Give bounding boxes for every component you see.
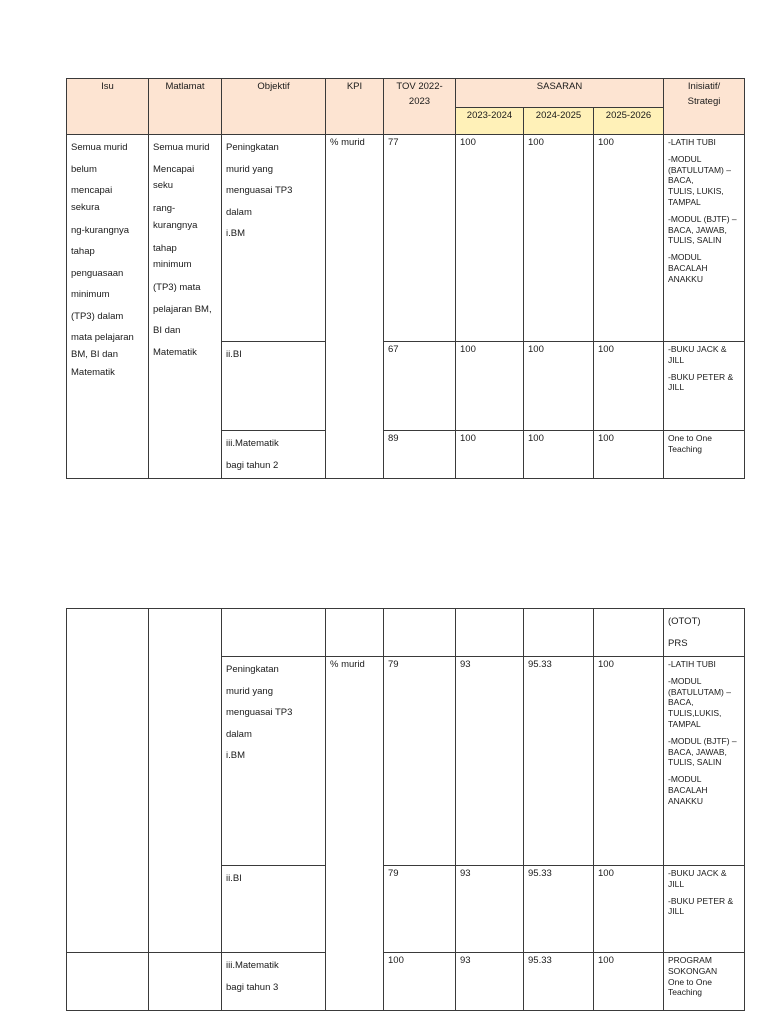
strategy-line: SOKONGAN	[668, 965, 718, 976]
objektif-line: iii.Matematik	[226, 960, 279, 971]
objektif-line: i.BM	[226, 750, 245, 761]
strategy-item	[668, 955, 740, 998]
strategy-line: (BATULUTAM) –	[668, 686, 731, 697]
target-cell	[456, 431, 524, 479]
strategy-line: -MODUL (BJTF) –	[668, 213, 737, 224]
matlamat-line: Semua murid	[153, 142, 210, 153]
isu-cell	[67, 953, 149, 1011]
objektif-line: menguasai TP3	[226, 185, 293, 196]
objektif-cell	[222, 953, 326, 1011]
strategy-line: PROGRAM	[668, 955, 712, 965]
tov-cell	[384, 866, 456, 953]
strategy-line: BACA,	[668, 175, 694, 186]
target-cell	[594, 342, 664, 431]
objektif-line: Peningkatan	[226, 664, 279, 675]
strategy-line: JILL	[668, 878, 685, 889]
isu-line: (TP3) dalam	[71, 310, 124, 322]
strategy-line: -LATIH TUBI	[668, 659, 716, 669]
target-value: 100	[460, 433, 476, 444]
strategy-line: JILL	[668, 906, 685, 917]
strategy-line: BACALAH	[668, 784, 708, 795]
target-cell	[524, 342, 594, 431]
target-value: 100	[528, 433, 544, 444]
isu-line: belum	[71, 163, 97, 175]
target-cell	[594, 953, 664, 1011]
target-value: 100	[528, 344, 544, 355]
matlamat-line: BI dan	[153, 325, 181, 336]
isu-line: sekura	[71, 201, 100, 213]
objektif-line: iii.Matematik	[226, 438, 279, 449]
objektif-line: bagi tahun 2	[226, 459, 279, 471]
tov-cell	[384, 609, 456, 657]
strategy-item	[668, 676, 740, 730]
tov-cell	[384, 431, 456, 479]
plan-table-1	[66, 78, 745, 479]
strategy-line: (BATULUTAM) –	[668, 164, 731, 175]
target-cell	[456, 609, 524, 657]
objektif-line: menguasai TP3	[226, 707, 293, 718]
matlamat-cell	[149, 609, 222, 953]
isu-line: mata pelajaran	[71, 332, 134, 343]
matlamat-line: Mencapai	[153, 163, 195, 175]
tov-cell	[384, 657, 456, 866]
strategy-line: -MODUL	[668, 675, 702, 686]
header-year-2023-2024: 2023-2024	[456, 108, 524, 135]
target-cell	[524, 657, 594, 866]
target-value: 93	[460, 659, 471, 670]
objektif-line: dalam	[226, 206, 252, 218]
target-cell	[594, 657, 664, 866]
target-cell	[456, 135, 524, 342]
target-value: 100	[528, 137, 544, 148]
matlamat-line: Matematik	[153, 346, 197, 358]
matlamat-line: (TP3) mata	[153, 282, 201, 293]
inisiatif-cell	[664, 135, 745, 342]
strategy-line: TULIS, SALIN	[668, 757, 722, 768]
strategy-line: BACA,	[668, 697, 694, 708]
tov-cell	[384, 135, 456, 342]
strategy-line: Teaching	[668, 443, 703, 454]
strategy-line: -MODUL (BJTF) –	[668, 735, 737, 746]
target-cell	[456, 866, 524, 953]
target-cell	[524, 609, 594, 657]
matlamat-line: pelajaran BM,	[153, 303, 212, 315]
objektif-line: murid yang	[226, 685, 273, 697]
isu-line: Semua murid	[71, 142, 128, 153]
matlamat-line: tahap	[153, 242, 177, 254]
objektif-line: bagi tahun 3	[226, 981, 279, 993]
strategy-item	[668, 137, 740, 148]
header-matlamat: Matlamat	[149, 79, 222, 135]
header-inisiatif: Inisiatif/ Strategi	[664, 79, 745, 135]
target-value: 93	[460, 955, 471, 966]
strategy-line: -MODUL	[668, 153, 702, 164]
strategy-line: -BUKU JACK &	[668, 868, 727, 878]
isu-line: mencapai	[71, 185, 113, 196]
target-value: 100	[460, 137, 476, 148]
target-value: 100	[598, 433, 614, 444]
matlamat-line: kurangnya	[153, 219, 198, 231]
target-cell	[524, 135, 594, 342]
strategy-line: BACA, JAWAB,	[668, 224, 727, 235]
target-value: 100	[598, 137, 614, 148]
strategy-line: Teaching	[668, 987, 703, 998]
strategy-item	[668, 896, 740, 918]
target-value: 100	[598, 659, 614, 670]
target-value: 95.33	[528, 868, 552, 879]
kpi-cell	[326, 657, 384, 1011]
header-tov: TOV 2022- 2023	[384, 79, 456, 135]
isu-cell	[67, 609, 149, 953]
strategy-line: -BUKU PETER &	[668, 895, 734, 906]
strategy-item	[668, 252, 740, 284]
strategy-line: -BUKU PETER &	[668, 371, 734, 382]
matlamat-cell	[149, 135, 222, 479]
table-row	[67, 609, 745, 657]
strategy-line: JILL	[668, 382, 685, 393]
objektif-line: ii.BI	[226, 349, 242, 360]
strategy-line: ANAKKU	[668, 273, 703, 284]
tov-cell	[384, 953, 456, 1011]
strategy-line: -MODUL	[668, 252, 702, 263]
strategy-item	[668, 433, 740, 455]
target-value: 95.33	[528, 955, 552, 966]
target-cell	[594, 431, 664, 479]
matlamat-line: rang-	[153, 203, 176, 214]
strategy-line: PRS	[668, 637, 688, 649]
target-cell	[456, 657, 524, 866]
matlamat-cell	[149, 953, 222, 1011]
strategy-item	[668, 659, 740, 670]
kpi-cell	[326, 609, 384, 657]
tov-value: 79	[388, 868, 399, 879]
kpi-cell	[326, 135, 384, 479]
strategy-line: BACALAH	[668, 262, 708, 273]
target-cell	[524, 431, 594, 479]
objektif-line: i.BM	[226, 228, 245, 239]
kpi-value: % murid	[330, 137, 365, 148]
target-value: 100	[598, 868, 614, 879]
plan-table-2	[66, 608, 745, 1011]
table-row	[67, 953, 745, 1011]
target-cell	[456, 953, 524, 1011]
strategy-item	[668, 214, 740, 246]
tov-value: 89	[388, 433, 399, 444]
target-cell	[524, 866, 594, 953]
objektif-cell	[222, 866, 326, 953]
isu-line: minimum	[71, 289, 110, 300]
target-value: 95.33	[528, 659, 552, 670]
header-year-2024-2025: 2024-2025	[524, 108, 594, 135]
strategy-line: TULIS, LUKIS,	[668, 186, 724, 197]
kpi-value: % murid	[330, 659, 365, 670]
target-value: 100	[460, 344, 476, 355]
strategy-item	[668, 736, 740, 768]
tov-value: 79	[388, 659, 399, 670]
objektif-cell	[222, 609, 326, 657]
target-cell	[594, 609, 664, 657]
objektif-line: dalam	[226, 728, 252, 740]
strategy-line: TULIS, SALIN	[668, 235, 722, 246]
target-value: 93	[460, 868, 471, 879]
strategy-line: One to One	[668, 433, 712, 443]
strategy-line: -LATIH TUBI	[668, 137, 716, 147]
tov-cell	[384, 342, 456, 431]
objektif-cell	[222, 135, 326, 342]
target-value: 100	[598, 344, 614, 355]
strategy-line: ANAKKU	[668, 795, 703, 806]
isu-line: ng-kurangnya	[71, 224, 130, 236]
inisiatif-cell	[664, 342, 745, 431]
tov-value: 77	[388, 137, 399, 148]
matlamat-line: minimum	[153, 259, 192, 270]
strategy-line: -BUKU JACK &	[668, 344, 727, 354]
header-kpi: KPI	[326, 79, 384, 135]
header-objektif: Objektif	[222, 79, 326, 135]
matlamat-line: seku	[153, 180, 174, 191]
isu-cell	[67, 135, 149, 479]
target-cell	[594, 866, 664, 953]
strategy-item	[668, 774, 740, 806]
inisiatif-cell	[664, 866, 745, 953]
strategy-item	[668, 868, 740, 890]
inisiatif-cell	[664, 609, 745, 657]
header-sasaran: SASARAN	[456, 79, 664, 108]
objektif-cell	[222, 657, 326, 866]
target-value: 100	[598, 955, 614, 966]
inisiatif-cell	[664, 953, 745, 1011]
table-row	[67, 135, 745, 342]
strategy-item	[668, 344, 740, 366]
objektif-line: murid yang	[226, 163, 273, 175]
objektif-line: ii.BI	[226, 873, 242, 884]
objektif-cell	[222, 431, 326, 479]
target-cell	[594, 135, 664, 342]
objektif-line: Peningkatan	[226, 142, 279, 153]
strategy-line: BACA, JAWAB,	[668, 746, 727, 757]
isu-line: tahap	[71, 246, 95, 257]
target-cell	[524, 953, 594, 1011]
isu-line: Matematik	[71, 366, 115, 378]
tov-value: 67	[388, 344, 399, 355]
strategy-item	[668, 154, 740, 208]
inisiatif-cell	[664, 657, 745, 866]
objektif-cell	[222, 342, 326, 431]
header-year-2025-2026: 2025-2026	[594, 108, 664, 135]
tov-value: 100	[388, 955, 404, 966]
strategy-item	[668, 372, 740, 394]
strategy-line: TAMPAL	[668, 718, 701, 729]
isu-line: BM, BI dan	[71, 348, 118, 360]
strategy-line: (OTOT)	[668, 616, 701, 627]
target-cell	[456, 342, 524, 431]
isu-line: penguasaan	[71, 267, 124, 279]
strategy-line: -MODUL	[668, 774, 702, 785]
strategy-line: TAMPAL	[668, 196, 701, 207]
strategy-line: TULIS,LUKIS,	[668, 708, 722, 719]
strategy-line: One to One	[668, 976, 712, 987]
strategy-line: JILL	[668, 354, 685, 365]
header-isu: Isu	[67, 79, 149, 135]
inisiatif-cell	[664, 431, 745, 479]
